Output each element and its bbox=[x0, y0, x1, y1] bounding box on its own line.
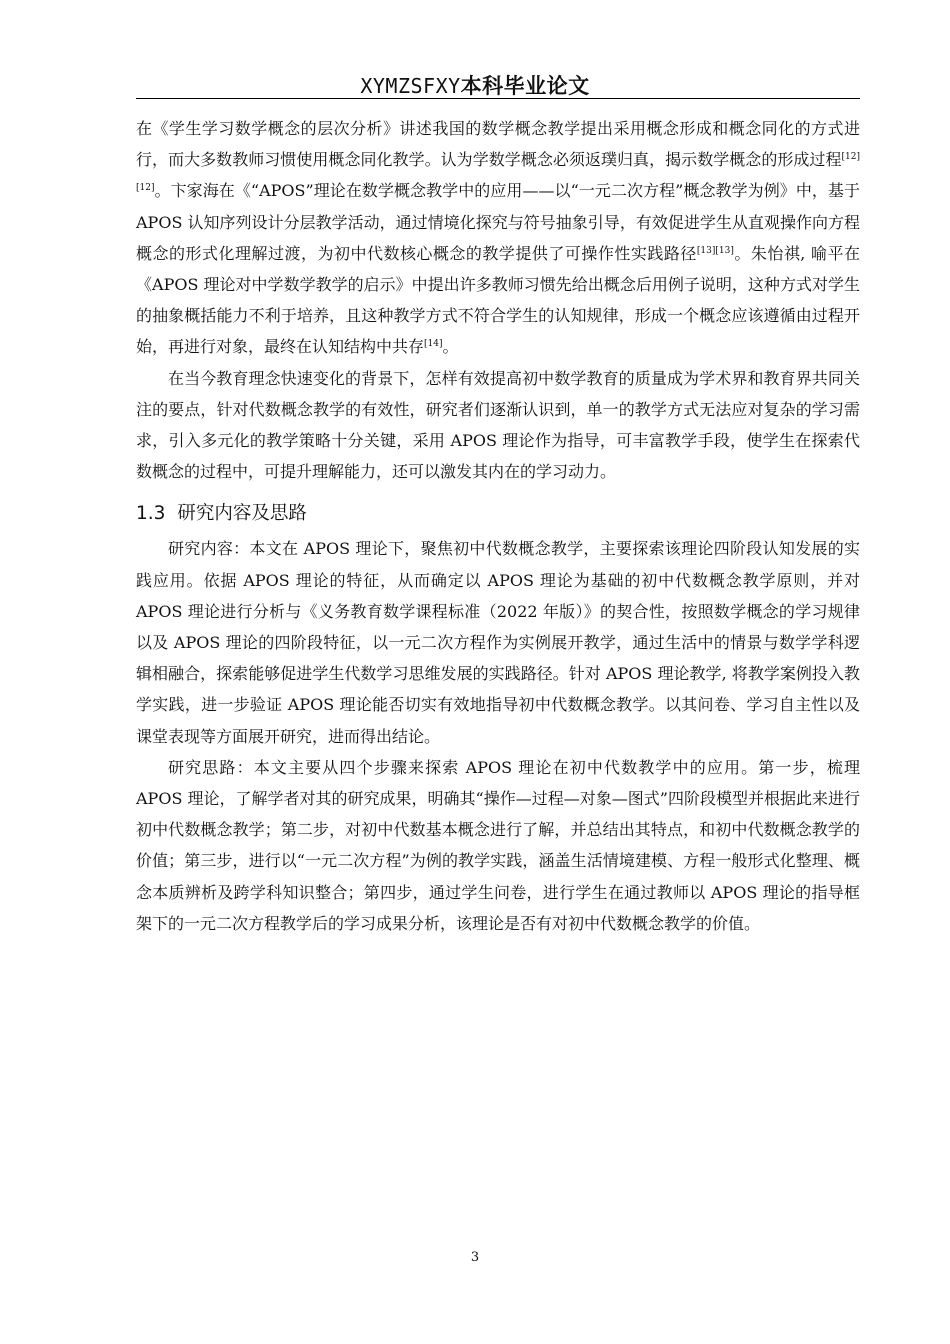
citation: [12][12] bbox=[136, 152, 860, 194]
section-heading bbox=[136, 497, 860, 531]
paragraph-research-content: 研究内容：本文在 APOS 理论下，聚焦初中代数概念教学，主要探索该理论四阶段认知发展的实践应用。依据 APOS 理论的特征，从而确定以 APOS 理论为基础的初中代数概念教学原则，并对 APOS 理论进行分析与《义务教育数学课程标准（2022 年版）》的契合性，按照数学概念的学习规律以及 APOS 理论的四阶段特征，以一元二次方程作为实例展开教学，通过生活中的情景与数学学科逻辑相融合，探索能够促进学生代数学习思维发展的实践路径。针对 APOS 理论教学, 将教学案例投入教学实践，进一步验证 APOS 理论能否切实有效地指导初中代数概念教学。以其问卷、学习自主性以及课堂表现等方面展开研究，进而得出结论。 bbox=[136, 539, 860, 746]
header-rule bbox=[136, 98, 860, 99]
header-label: 本科毕业论文 bbox=[460, 74, 590, 98]
paragraph-research-approach: 研究思路：本文主要从四个步骤来探索 APOS 理论在初中代数教学中的应用。第一步，梳理 APOS 理论，了解学者对其的研究成果，明确其“操作—过程—对象—图式”四阶段模型并根据此来进行初中代数概念教学；第二步，对初中代数基本概念进行了解，并总结出其特点，和初中代数概念教学的价值；第三步，进行以“一元二次方程”为例的教学实践，涵盖生活情境建模、方程一般形式化整理、概念本质辨析及跨学科知识整合；第四步，通过学生问卷，进行学生在通过教师以 APOS 理论的指导框架下的一元二次方程教学后的学习成果分析，该理论是否有对初中代数概念教学的价值。 bbox=[136, 757, 860, 933]
header-code: XYMZSFXY bbox=[360, 74, 461, 98]
paragraph-background: 在当今教育理念快速变化的背景下，怎样有效提高初中数学教育的质量成为学术界和教育界共同关注的要点，针对代数概念教学的有效性，研究者们逐渐认识到，单一的教学方式无法应对复杂的学习需求，引入多元化的教学策略十分关键，采用 APOS 理论作为指导，可丰富教学手段，使学生在探索代数概念的过程中，可提升理解能力，还可以激发其内在的学习动力。 bbox=[136, 368, 860, 482]
paragraph-text: 在《学生学习数学概念的层次分析》讲述我国的数学概念教学提出采用概念形成和概念同化的方式进行，而大多数教师习惯使用概念同化教学。认为学数学概念必须返璞归真，揭示数学概念的形成过程 bbox=[136, 119, 860, 170]
page-body bbox=[136, 113, 860, 939]
page-number: 3 bbox=[470, 1250, 480, 1265]
section-number: 1.3 bbox=[136, 503, 166, 525]
paragraph-literature-review bbox=[136, 113, 860, 363]
paragraph-text: 。卞家海在《“APOS”理论在数学概念教学中的应用——以“一元二次方程”概念教学为例》中，基于 APOS 认知序列设计分层教学活动，通过情境化探究与符号抽象引导，有效促进学生从直观操作向方程概念的形式化理解过渡，为初中代数核心概念的教学提供了可操作性实践路径 bbox=[136, 181, 860, 263]
paragraph-text: 。朱怡祺, 喻平在《APOS 理论对中学数学教学的启示》中提出许多教师习惯先给出概念后用例子说明，这种方式对学生的抽象概括能力不利于培养，且这种教学方式不符合学生的认知规律，形成一个概念应该遵循由过程开始，再进行对象，最终在认知结构中共存 bbox=[136, 243, 860, 357]
section-title: 研究内容及思路 bbox=[177, 503, 307, 525]
citation: [14] bbox=[424, 339, 443, 350]
citation: [13][13] bbox=[696, 245, 734, 256]
paragraph-text: 。 bbox=[442, 337, 459, 357]
running-header bbox=[0, 70, 950, 100]
